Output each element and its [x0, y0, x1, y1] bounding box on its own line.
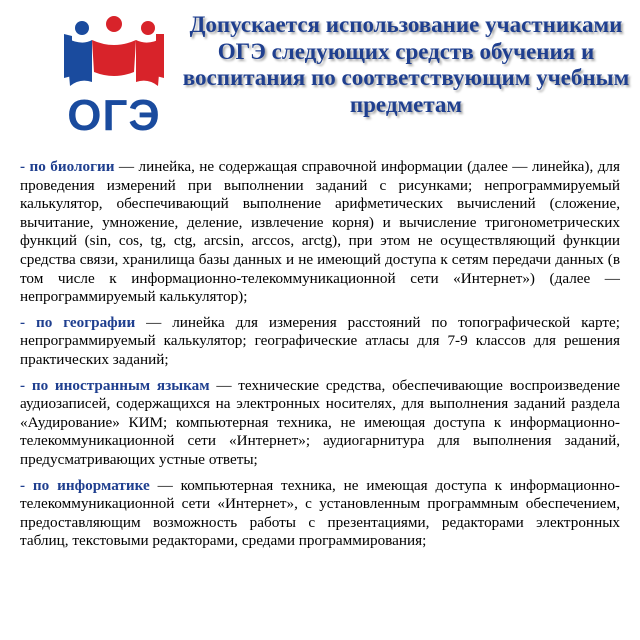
header: [0, 0, 640, 150]
subject-label: - по иностранным языкам: [20, 376, 210, 394]
paragraph-text: — технические средства, обеспечивающие воспроизведение аудиозаписей, содержащихся на электронных носителях, для выполнения заданий раздела «Аудирование» КИМ; компьютерная техника, не имеющая доступа к информационно-телекоммуникационной сети «Интернет»; аудиогарнитура для выполнения заданий, предусматривающих устные ответы;: [20, 376, 620, 468]
oge-logo: [62, 16, 166, 140]
subject-label: - по биологии: [20, 158, 115, 175]
logo-text: ОГЭ: [67, 91, 161, 140]
document-body: [20, 158, 620, 558]
paragraph-text: — линейка, не содержащая справочной информации (далее — линейка), для проведения измерений при выполнении заданий с рисунками; непрограммируемый калькулятор, обеспечивающий выполнение арифметических вычислений (сложение, вычитание, умножение, деление, извлечение корня) и вычисление тригонометрических функций (sin, cos, tg, ctg, arcsin, arccos, arctg), при этом не осуществляющий функции средства связи, хранилища базы данных и не имеющий доступа к сетям передачи данных (в том числе к информационно-телекоммуникационной сети «Интернет») (далее — непрограммируемый калькулятор);: [20, 158, 620, 306]
paragraph-foreign-languages: [20, 377, 620, 470]
paragraph-text: — компьютерная техника, не имеющая доступа к информационно-телекоммуникационной сети «Интернет», с установленным программным обеспечением, предоставляющим возможность работы с презентациями, редакторами электронных таблиц, текстовыми редакторами, средами программирования;: [20, 476, 620, 550]
paragraph-informatics: [20, 477, 620, 551]
page-title: Допускается использование участниками ОГЭ следующих средств обучения и воспитания по соответствующим учебным предметам: [182, 12, 630, 117]
paragraph-biology: [20, 158, 620, 307]
people-emblem-icon: [62, 16, 166, 96]
subject-label: - по географии: [20, 313, 136, 331]
paragraph-geography: [20, 314, 620, 370]
paragraph-text: — линейка для измерения расстояний по топографической карте; непрограммируемый калькулятор; географические атласы для 7-9 классов для решения практических заданий;: [20, 313, 620, 368]
subject-label: - по информатике: [20, 476, 150, 494]
